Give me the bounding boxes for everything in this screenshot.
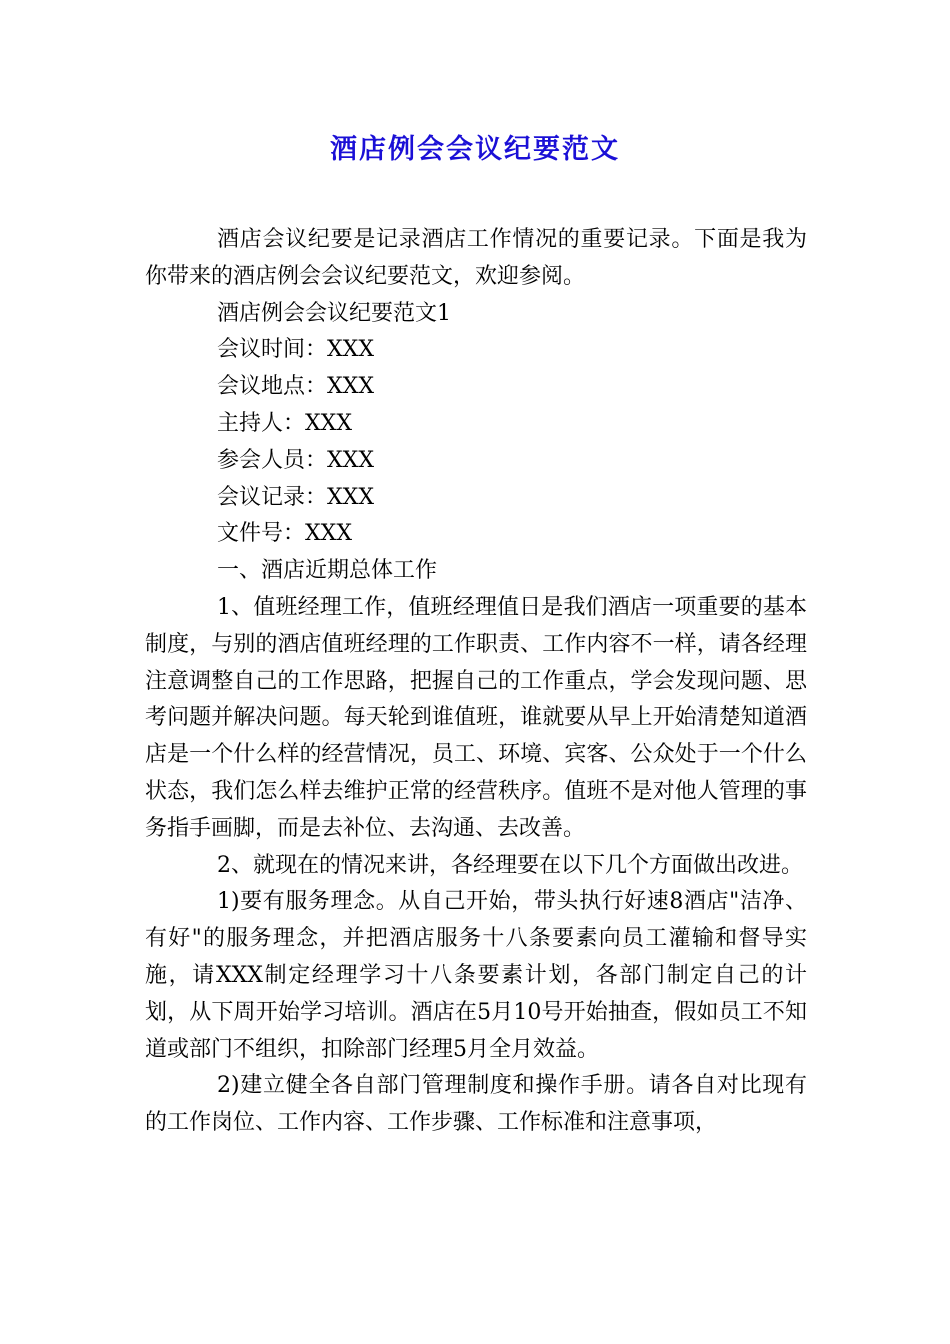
paragraph-meeting-location: 会议地点：XXX [217,374,374,400]
paragraph-host: 主持人：XXX [217,410,352,436]
paragraph-attendees: 参会人员：XXX [217,447,374,473]
paragraph-subitem-1: 1)要有服务理念。从自己开始，带头执行好速8酒店"洁净、有好"的服务理念，并把酒店服务十八条要素向员工灌输和督导实施，请XXX制定经理学习十八条要素计划，各部门制定自己的计划，从下周开始学习培训。酒店在5月10号开始抽查，假如员工不知道或部门不组织，扣除部门经理5月全月效益。 [145,889,807,1062]
paragraph-intro: 酒店会议纪要是记录酒店工作情况的重要记录。下面是我为你带来的酒店例会会议纪要范文，欢迎参阅。 [145,227,807,289]
paragraph-file-number: 文件号：XXX [217,521,352,547]
paragraph-sample-heading: 酒店例会会议纪要范文1 [217,300,451,326]
document-body [145,222,807,1142]
paragraph-meeting-time: 会议时间：XXX [217,337,374,363]
paragraph-recorder: 会议记录：XXX [217,484,374,510]
paragraph-item-2: 2、就现在的情况来讲，各经理要在以下几个方面做出改进。 [217,852,803,878]
document-title: 酒店例会会议纪要范文 [330,134,620,165]
paragraph-section-heading: 一、酒店近期总体工作 [217,558,438,584]
paragraph-subitem-2: 2)建立健全各自部门管理制度和操作手册。请各自对比现有的工作岗位、工作内容、工作步骤、工作标准和注意事项， [145,1073,807,1136]
paragraph-item-1: 1、值班经理工作，值班经理值日是我们酒店一项重要的基本制度，与别的酒店值班经理的工作职责、工作内容不一样，请各经理注意调整自己的工作思路，把握自己的工作重点，学会发现问题、思考问题并解决问题。每天轮到谁值班，谁就要从早上开始清楚知道酒店是一个什么样的经营情况，员工、环境、宾客、公众处于一个什么状态，我们怎么样去维护正常的经营秩序。值班不是对他人管理的事务指手画脚，而是去补位、去沟通、去改善。 [145,594,807,841]
